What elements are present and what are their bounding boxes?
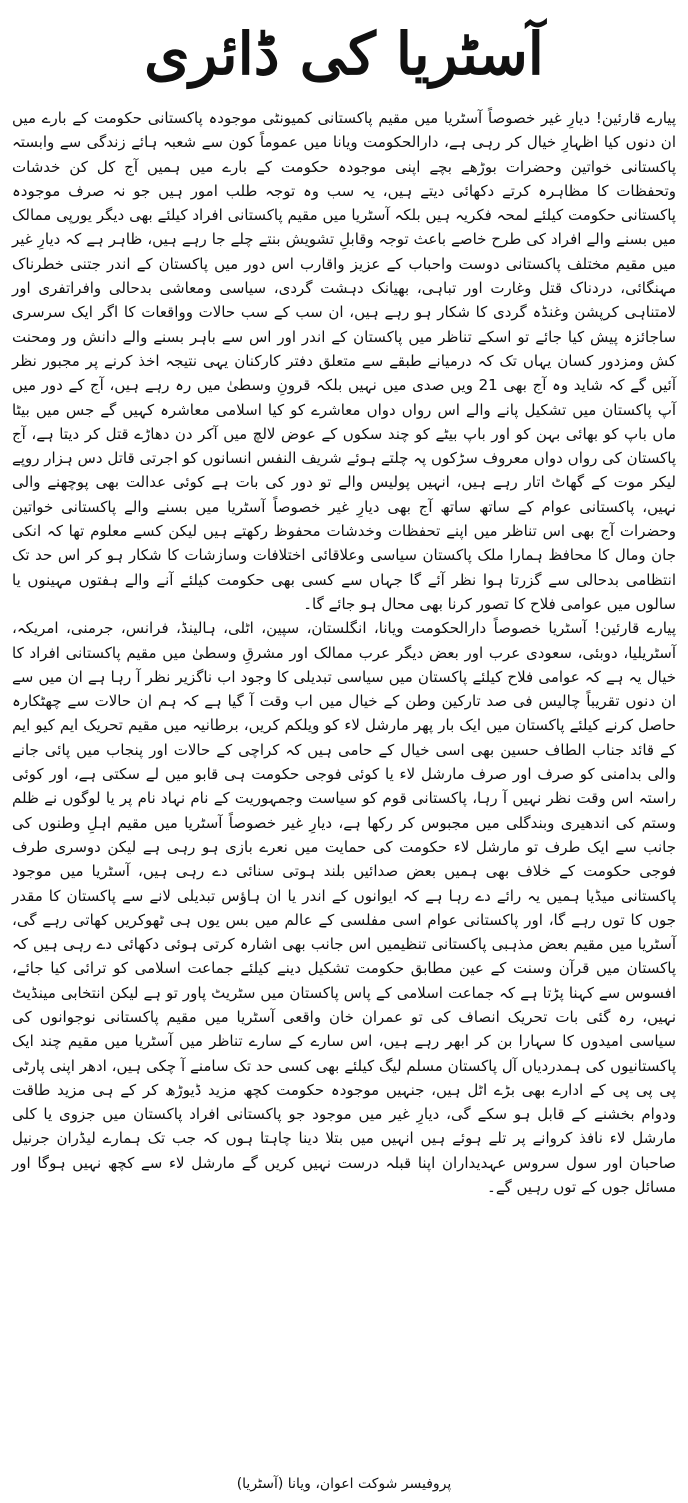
article-paragraph-2: پیارے قارئین! آسٹریا خصوصاً دارالحکومت ویانا، انگلستان، سپین، اٹلی، ہالینڈ، فرانس، جرمنی، امریکہ، آسٹریلیا، دوبئی، سعودی عرب اور بعض دیگر عرب ممالک اور مشرقِ وسطیٰ میں مقیم پاکستانی افراد کا خیال یہ ہے کہ عوامی فلاح کیلئے پاکستان میں سیاسی تبدیلی کا وجود اب ناگزیر نظر آ رہا ہے ان میں سے ان دنوں تقریباً چالیس فی صد تارکین وطن کے خیال میں اب وقت آ گیا ہے کہ ہم ان حالات سے چھٹکارہ حاصل کرنے کیلئے پاکستان میں ایک بار پھر مارشل لاء کو ویلکم کریں، برطانیہ میں مقیم تحریک ایم کیو ایم کے قائد جناب الطاف حسین بھی اسی خیال کے حامی ہیں کہ کراچی کے حالات اور پنجاب میں پائی جانے والی بدامنی کو صرف اور صرف مارشل لاء یا کوئی فوجی حکومت ہی قابو میں لے سکتی ہے، اور کوئی راستہ اس وقت نظر نہیں آ رہا، پاکستانی قوم کو سیاست وجمہوریت کے نام نہاد نام پر یا لوگوں نے ظلم وستم کی اندھیری وبندگلی میں مجبوس کر رکھا ہے، دیارِ غیر خصوصاً آسٹریا میں مقیم اہلِ وطنوں کی جانب سے ایک طرف تو مارشل لاء حکومت کی حمایت میں نعرے بازی ہو رہی ہے لیکن دوسری طرف فوجی حکومت کے خلاف بھی ہمیں بعض صدائیں بلند ہوتی سنائی دے رہی ہیں، آسٹریا میں موجود پاکستانی میڈیا ہمیں یہ رائے دے رہا ہے کہ ایوانوں کے اندر یا ان ہاؤس تبدیلی لانے سے پاکستان کا مقدر جوں کا توں رہے گا، اور پاکستانی عوام اسی مفلسی کے عالم میں بس یوں ہی ٹھوکریں کھاتی رہے گی، آسٹریا میں مقیم بعض مذہبی پاکستانی تنظیمیں اس جانب بھی اشارہ کرتی ہوئی دکھائی دے رہی ہیں کہ پاکستان میں قرآن وسنت کے عین مطابق حکومت تشکیل دینے کیلئے جماعت اسلامی کو ترائی کیا جائے، افسوس سے کہنا پڑتا ہے کہ جماعت اسلامی کے پاس پاکستان میں سٹریٹ پاور تو ہے لیکن انتخابی مینڈیٹ نہیں، رہ گئی بات تحریک انصاف کی تو عمران خان واقعی آسٹریا میں مقیم پاکستانی نوجوانوں کی سیاسی امیدوں کا سہارا بن کر ابھر رہے ہیں، اس سارے کے سارے تناظر میں آسٹریا میں مقیم چند ایک پاکستانیوں کی ہمدردیاں آل پاکستان مسلم لیگ کیلئے بھی کسی حد تک سامنے آ چکی ہیں، ادھر اپنی پارٹی پی پی پی کے ادارے بھی بڑے اٹل ہیں، جنہیں موجودہ حکومت کچھ مزید ڈیوڑھ کر کے ہی مزید طاقت ودوام بخشنے کے قابل ہو سکے گی، دیارِ غیر میں موجود جو پاکستانی افراد پاکستان میں جزوی یا کلی مارشل لاء نافذ کروانے پر تلے ہوئے ہیں انہیں میں بتلا دینا چاہتا ہوں کہ جب تک ہمارے لیڈران جرنیل صاحبان اور سول سروس عہدیداران اپنا قبلہ درست نہیں کریں گے مارشل لاء سے کچھ نہیں ہوگا اور مسائل جوں کے توں رہیں گے۔ <box>12 619 676 1197</box>
column-title: آسٹریا کی ڈائری <box>144 20 544 88</box>
article-paragraph-1: پیارے قارئین! دیارِ غیر خصوصاً آسٹریا میں مقیم پاکستانی کمیونٹی موجودہ پاکستانی حکومت کے بارے میں ان دنوں کیا اظہارِ خیال کر رہی ہے، دارالحکومت ویانا میں عموماً کون سے شعبہ ہائے زندگی سے وابستہ پاکستانی خواتین وحضرات بوڑھے بچے اپنی موجودہ حکومت کے بارے میں ہمیں آج کل کن خدشات وتحفظات کا مظاہرہ کرتے دکھائی دیتے ہیں، یہ سب وہ توجہ طلب امور ہیں جو نہ صرف موجودہ پاکستانی حکومت کیلئے لمحہ فکریہ ہیں بلکہ آسٹریا میں مقیم پاکستانی افراد کیلئے بھی دیگر یورپی ممالک میں بسنے والے افراد کی طرح خاصے باعث توجہ وقابلِ تشویش بنتے چلے جا رہے ہیں، ظاہر ہے کہ دیارِ غیر میں مقیم مختلف پاکستانی دوست واحباب کے عزیز واقارب اس دور میں پاکستان کے اندر جتنی خطرناک مہنگائی، دردناک قتل وغارت اور تباہی، بھیانک دہشت گردی، سیاسی ومعاشی بدحالی وافراتفری اور لامتناہی کرپشن وغنڈہ گردی کا شکار ہو رہے ہیں، ان سب کے سب حالات وواقعات کا اگر ایک سرسری ساجائزہ پیش کیا جائے تو اسکے تناظر میں پاکستان کے اندر اور اس سے باہر بسنے والے دانش ور ومحنت کش ومزدور کسان یہاں تک کہ درمیانے طبقے سے متعلق دفتر کارکنان یہی نتیجہ اخذ کرنے پر مجبور نظر آئیں گے کہ شاید وہ آج بھی 21 ویں صدی میں نہیں بلکہ قرونِ وسطیٰ میں رہ رہے ہیں، آج کے دور میں آپ پاکستان میں تشکیل پانے والے اس رواں دواں معاشرے کو کیا اسلامی معاشرہ کہیں گے جس میں بیٹا ماں باپ کو بھائی بہن کو اور باپ بیٹے کو چند سکوں کے عوض لالچ میں آکر دن دھاڑے قتل کر دیتا ہے، آج پاکستان کی رواں دواں معروف سڑکوں پہ چلتے ہوئے شریف النفس انسانوں کو اجرتی قاتل دس ہزار روپے لیکر موت کے گھاٹ اتار رہے ہیں، انہیں پولیس والے تو دور کی بات ہے کوئی عدالت بھی پوچھنے والی نہیں، پاکستانی عوام کے ساتھ ساتھ آج بھی دیارِ غیر خصوصاً آسٹریا میں بسنے والے پاکستانی خواتین وحضرات آج بھی اس تناظر میں اپنے تحفظات وخدشات محفوظ رکھتے ہیں لیکن کسے معلوم تھا کہ انکی جان ومال کا محافظ ہمارا ملک پاکستان سیاسی وعلاقائی اختلافات وسازشات کا شکار ہو کر اس حد تک انتظامی بدحالی سے گزرتا ہوا نظر آئے گا جہاں سے کسی بھی حکومت کیلئے آنے والے ہفتوں مہینوں یا سالوں میں عوامی فلاح کا تصور کرنا بھی محال ہو جائے گا۔ <box>12 109 676 613</box>
author-byline: پروفیسر شوکت اعوان، ویانا (آسٹریا) <box>236 1476 452 1492</box>
article-body <box>12 106 676 1463</box>
